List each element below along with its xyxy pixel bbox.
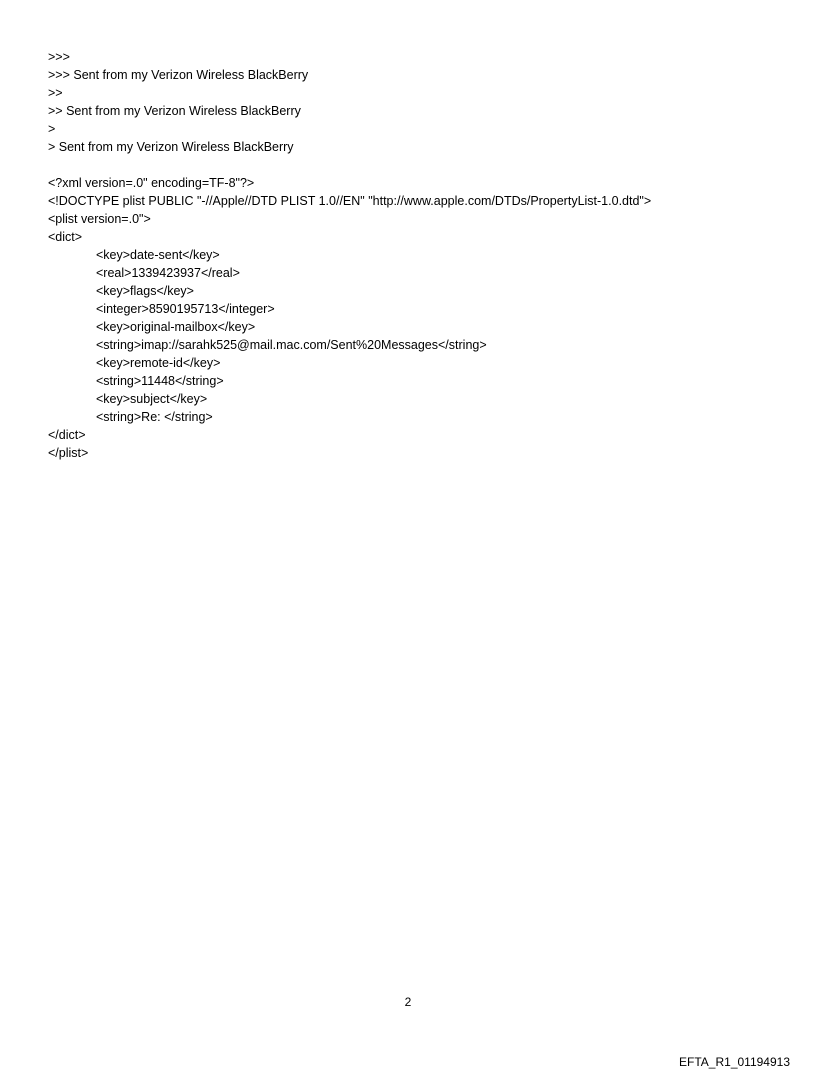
- doctype-line: <!DOCTYPE plist PUBLIC "-//Apple//DTD PLIST 1.0//EN" "http://www.apple.com/DTDs/PropertyList-1.0.dtd">: [48, 194, 652, 208]
- dict-close-tag: </dict>: [48, 428, 86, 442]
- quoted-line: >> Sent from my Verizon Wireless BlackBerry: [48, 104, 301, 118]
- dict-entry: <key>flags</key>: [96, 284, 194, 298]
- blank-line: [48, 156, 788, 174]
- quoted-line: >>> Sent from my Verizon Wireless BlackBerry: [48, 68, 309, 82]
- email-body: [48, 48, 788, 462]
- quoted-line: >>: [48, 86, 63, 100]
- dict-entry: <string>11448</string>: [96, 374, 224, 388]
- dict-entry: <string>Re: </string>: [96, 410, 213, 424]
- quoted-line: > Sent from my Verizon Wireless BlackBerry: [48, 140, 294, 154]
- bates-number: EFTA_R1_01194913: [679, 1055, 790, 1069]
- dict-entry: <key>subject</key>: [96, 392, 208, 406]
- plist-close-tag: </plist>: [48, 446, 89, 460]
- dict-entry: <key>original-mailbox</key>: [96, 320, 256, 334]
- quoted-line: >>>: [48, 50, 70, 64]
- xml-declaration: <?xml version=.0" encoding=TF-8"?>: [48, 176, 255, 190]
- dict-entry: <key>date-sent</key>: [96, 248, 220, 262]
- dict-entry: <integer>8590195713</integer>: [96, 302, 275, 316]
- quoted-line: >: [48, 122, 56, 136]
- plist-open-tag: <plist version=.0">: [48, 212, 151, 226]
- page-number: 2: [404, 995, 412, 1009]
- dict-entry: <string>imap://sarahk525@mail.mac.com/Sent%20Messages</string>: [96, 338, 487, 352]
- dict-open-tag: <dict>: [48, 230, 83, 244]
- dict-entry: <key>remote-id</key>: [96, 356, 221, 370]
- dict-entry: <real>1339423937</real>: [96, 266, 240, 280]
